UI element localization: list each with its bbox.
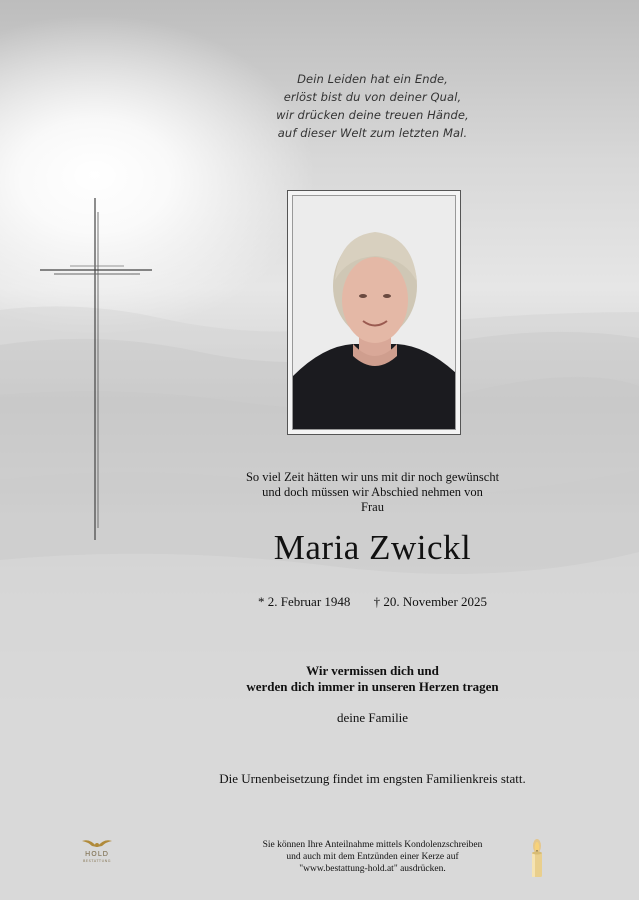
intro-line: und doch müssen wir Abschied nehmen von	[262, 485, 483, 499]
portrait-photo	[292, 195, 456, 430]
verse-line: wir drücken deine treuen Hände,	[276, 108, 469, 122]
remembrance-line: werden dich immer in unseren Herzen tragen	[246, 679, 499, 694]
condolence-line: Sie können Ihre Anteilnahme mittels Kondolenzschreiben	[262, 840, 483, 850]
death-date: † 20. November 2025	[373, 594, 488, 609]
condolence-line: und auch mit dem Entzünden einer Kerze auf	[286, 852, 459, 862]
condolence-line: "www.bestattung-hold.at" ausdrücken.	[299, 864, 446, 874]
logo-name: HOLD	[84, 850, 110, 858]
burial-notice: Die Urnenbeisetzung findet im engsten Familienkreis statt.	[219, 771, 526, 786]
remembrance-text	[200, 663, 545, 695]
wings-icon	[76, 835, 118, 851]
logo-subtitle: BESTATTUNG	[83, 859, 111, 863]
cross-icon	[40, 198, 152, 540]
birth-date: * 2. Februar 1948	[257, 594, 351, 609]
family-signature: deine Familie	[336, 710, 409, 725]
verse	[200, 70, 545, 142]
verse-line: erlöst bist du von deiner Qual,	[283, 90, 462, 104]
candle-icon[interactable]	[527, 838, 547, 878]
life-dates	[200, 594, 545, 610]
intro-text	[200, 470, 545, 515]
verse-line: auf dieser Welt zum letzten Mal.	[277, 126, 468, 140]
remembrance-line: Wir vermissen dich und	[306, 663, 439, 678]
condolence-note	[230, 839, 515, 875]
verse-line: Dein Leiden hat ein Ende,	[297, 72, 448, 86]
intro-line: So viel Zeit hätten wir uns mit dir noch gewünscht	[245, 470, 500, 484]
hold-logo	[76, 835, 118, 869]
intro-line: Frau	[361, 500, 384, 514]
portrait-frame	[287, 190, 461, 435]
deceased-name: Maria Zwickl	[273, 528, 472, 567]
